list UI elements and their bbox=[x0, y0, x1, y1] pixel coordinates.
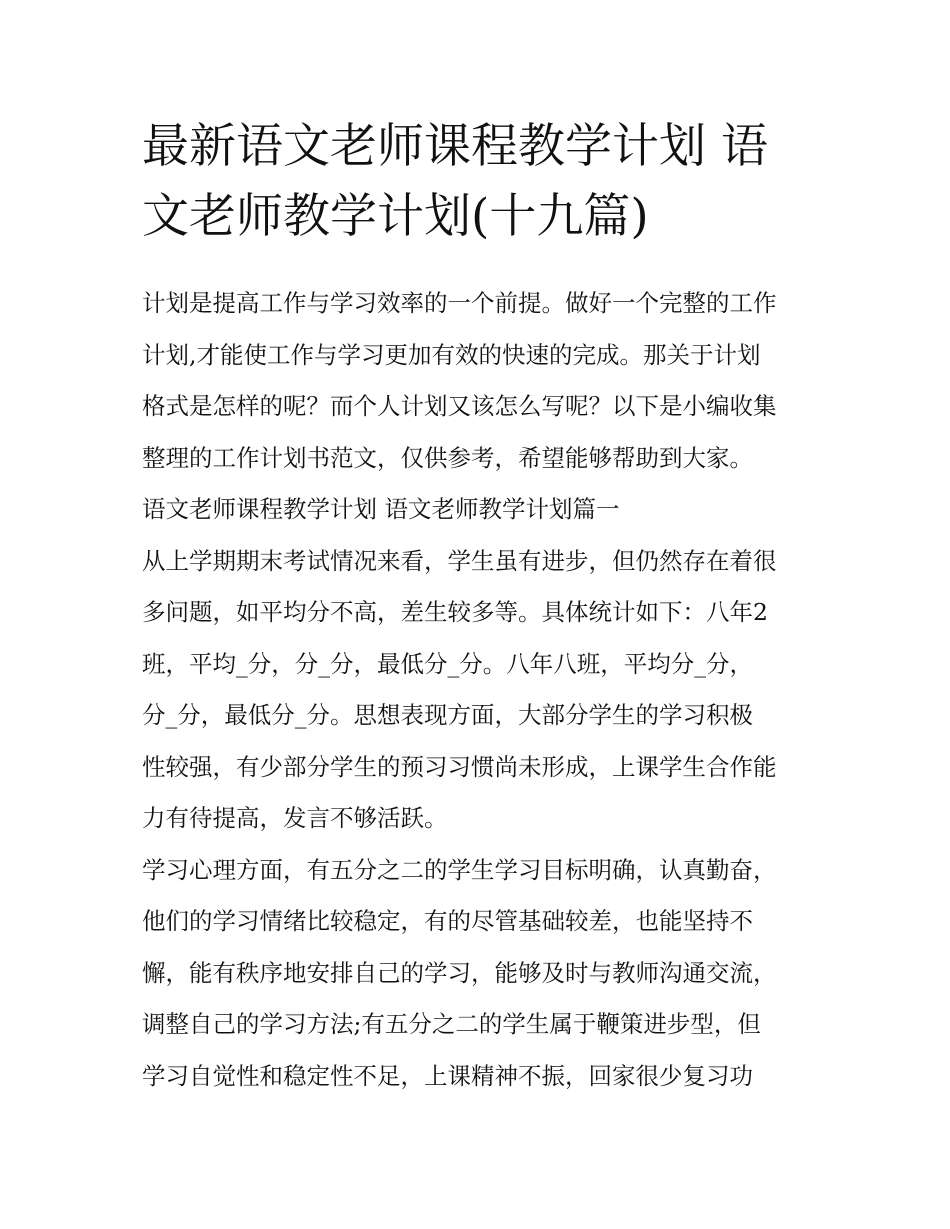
section-heading: 语文老师课程教学计划 语文老师教学计划篇一 bbox=[142, 495, 620, 523]
document-title-line-1: 最新语文老师课程教学计划 语 bbox=[142, 119, 768, 174]
document-content bbox=[142, 112, 822, 1102]
body-line: 从上学期期末考试情况来看，学生虽有进步，但仍然存在着很 bbox=[142, 546, 777, 575]
body-line: 整理的工作计划书范文，仅供参考，希望能够帮助到大家。 bbox=[142, 443, 753, 472]
body-line: 计划是提高工作与学习效率的一个前提。做好一个完整的工作 bbox=[142, 289, 777, 317]
body-line: 分_分，最低分_分。思想表现方面，大部分学生的学习积极 bbox=[142, 701, 753, 729]
body-line: 性较强，有少部分学生的预习习惯尚未形成，上课学生合作能 bbox=[142, 752, 777, 781]
body-line: 学习自觉性和稳定性不足，上课精神不振，回家很少复习功 bbox=[142, 1061, 753, 1090]
body-line: 力有待提高，发言不够活跃。 bbox=[142, 804, 448, 832]
document-title-line-2: 文老师教学计划(十九篇) bbox=[142, 189, 649, 244]
body-line: 计划,才能使工作与学习更加有效的快速的完成。那关于计划 bbox=[142, 340, 761, 369]
body-line: 多问题，如平均分不高，差生较多等。具体统计如下：八年2 bbox=[142, 598, 768, 626]
body-line: 格式是怎样的呢？而个人计划又该怎么写呢？以下是小编收集 bbox=[142, 392, 777, 420]
document-body bbox=[142, 278, 822, 1102]
body-line: 调整自己的学习方法;有五分之二的学生属于鞭策进步型，但 bbox=[142, 1010, 761, 1038]
body-line: 他们的学习情绪比较稳定，有的尽管基础较差，也能坚持不 bbox=[142, 907, 753, 935]
body-line: 班，平均_分，分_分，最低分_分。八年八班，平均分_分， bbox=[142, 649, 753, 678]
body-line: 学习心理方面，有五分之二的学生学习目标明确，认真勤奋， bbox=[142, 855, 777, 884]
body-line: 懈，能有秩序地安排自己的学习，能够及时与教师沟通交流， bbox=[142, 958, 777, 987]
